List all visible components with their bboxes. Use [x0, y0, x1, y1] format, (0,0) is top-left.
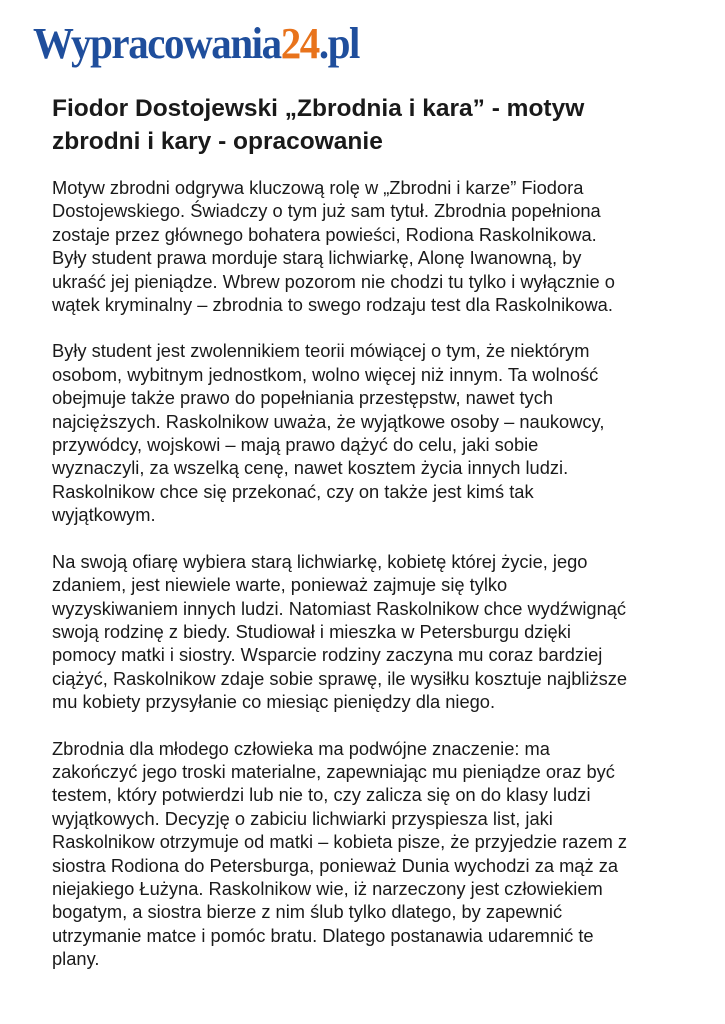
- text-line: Raskolnikow chce się przekonać, czy on także jest kimś tak: [52, 480, 534, 502]
- text-line: niejakiego Łużyna. Raskolnikow wie, iż narzeczony jest człowiekiem: [52, 877, 603, 899]
- text-line: najcięższych. Raskolnikow uważa, że wyjątkowe osoby – naukowcy,: [52, 410, 605, 432]
- text-line: wyzyskiwaniem innych ludzi. Natomiast Raskolnikow chce wydźwignąć: [52, 597, 627, 619]
- text-line: swoją rodzinę z biedy. Studiował i mieszka w Petersburgu dzięki: [52, 620, 571, 642]
- text-line: osobom, wybitnym jednostkom, wolno więcej niż innym. Ta wolność: [52, 363, 599, 385]
- logo-text-number: 24: [280, 19, 319, 68]
- text-line: ukraść jej pieniądze. Wbrew pozorom nie chodzi tu tylko i wyłącznie o: [52, 270, 615, 292]
- logo-text-main: Wypracowania: [33, 19, 281, 68]
- text-line: Zbrodnia dla młodego człowieka ma podwójne znaczenie: ma: [52, 737, 550, 759]
- title-line: zbrodni i kary - opracowanie: [52, 128, 383, 155]
- text-line: Były student prawa morduje starą lichwiarkę, Alonę Iwanowną, by: [52, 247, 582, 269]
- text-line: Motyw zbrodni odgrywa kluczową rolę w „Zbrodni i karze” Fiodora: [52, 177, 584, 198]
- text-line: obejmuje także prawo do popełniania przestępstw, nawet tych: [52, 387, 554, 409]
- text-line: testem, który potwierdzi lub nie to, czy zalicza się on do klasy ludzi: [52, 784, 591, 806]
- text-line: ciążyć, Raskolnikow zdaje sobie sprawę, ile wysiłku kosztuje najbliższe: [52, 667, 628, 689]
- article-paragraph: [52, 550, 692, 714]
- article-paragraph: [52, 737, 692, 971]
- title-line: Fiodor Dostojewski „Zbrodnia i kara” - motyw: [52, 95, 585, 122]
- text-line: zakończyć jego troski materialne, zapewniając mu pieniądze oraz być: [52, 760, 615, 782]
- text-line: wyznaczyli, za wszelką cenę, nawet kosztem życia innych ludzi.: [52, 457, 569, 479]
- text-line: wątek kryminalny – zbrodnia to swego rodzaju test dla Raskolnikowa.: [52, 294, 613, 316]
- logo-text-tld: .pl: [318, 19, 360, 68]
- text-line: Raskolnikow otrzymuje od matki – kobieta pisze, że przyjedzie razem z: [52, 831, 628, 853]
- article-paragraph: [52, 176, 692, 316]
- text-line: Dostojewskiego. Świadczy o tym już sam tytuł. Zbrodnia popełniona: [52, 200, 601, 222]
- text-line: pomocy matki i siostry. Wsparcie rodziny zaczyna mu coraz bardziej: [52, 644, 603, 666]
- text-line: plany.: [52, 948, 100, 970]
- text-line: utrzymanie matce i pomóc bratu. Dlatego postanawia udaremnić te: [52, 924, 594, 946]
- text-line: Na swoją ofiarę wybiera starą lichwiarkę, kobietę której życie, jego: [52, 550, 588, 572]
- text-line: Były student jest zwolennikiem teorii mówiącej o tym, że niektórym: [52, 340, 590, 362]
- text-line: zostaje przez głównego bohatera powieści, Rodiona Raskolnikowa.: [52, 223, 597, 245]
- text-line: mu kobiety przysyłanie co miesiąc pieniędzy dla niego.: [52, 691, 496, 713]
- article-title: [52, 92, 672, 158]
- text-line: wyjątkowych. Decyzję o zabiciu lichwiarki przyspiesza list, jaki: [52, 807, 553, 829]
- site-logo[interactable]: [33, 18, 359, 80]
- article-paragraph: [52, 339, 692, 526]
- text-line: zdaniem, jest niewiele warte, ponieważ zajmuje się tylko: [52, 574, 508, 596]
- text-line: siostra Rodiona do Petersburga, ponieważ Dunia wychodzi za mąż za: [52, 854, 619, 876]
- text-line: wyjątkowym.: [52, 504, 156, 526]
- text-line: przywódcy, wojskowi – mają prawo dążyć do celu, jaki sobie: [52, 434, 539, 456]
- text-line: bogatym, a siostra bierze z nim ślub tylko dlatego, by zapewnić: [52, 901, 563, 923]
- article-body: [52, 176, 692, 994]
